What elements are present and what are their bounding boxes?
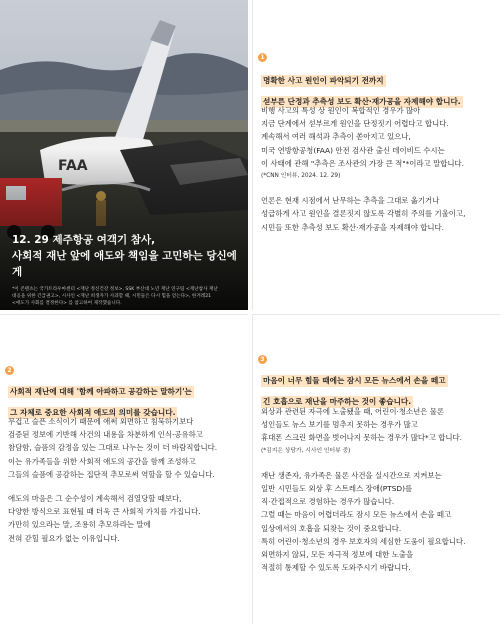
number-badge: 1 bbox=[258, 53, 267, 62]
source-citation: (*김지은 상담가, 시사인 인터뷰 중) bbox=[261, 447, 351, 454]
cover-title: 12. 29 제주항공 여객기 참사, bbox=[12, 234, 156, 246]
cover-panel bbox=[0, 0, 248, 310]
highlight-text: 사회적 재난에 대해 '함께 아파하고 공감하는 말하기'는 그 자체로 중요한 사회적 애도의 의미를 갖습니다. bbox=[10, 387, 192, 417]
number-badge: 2 bbox=[5, 366, 14, 375]
card-2 bbox=[0, 314, 248, 624]
card-3 bbox=[252, 314, 500, 624]
cover-source-note: *이 콘텐츠는 국가트라우마센터 <재난 정신건강 정보>, SSK 부산대 노년 재난 연구팀 <재난참사 재난 대응을 위한 긴급권고>, 시사인 <재난 희생자가 사과할 때, 시민들은 다시 힘을 얻는다>, 한겨레21 <애도가 사회를 결정한다> 를 참고하여 제작했습니다. bbox=[12, 287, 218, 306]
number-badge: 3 bbox=[258, 355, 267, 364]
source-citation: (*CNN 인터뷰, 2024. 12. 29) bbox=[261, 173, 341, 180]
highlight-text: 마음이 너무 힘들 때에는 잠시 모든 뉴스에서 손을 떼고 긴 호흡으로 재난을 마주하는 것이 좋습니다. bbox=[263, 376, 446, 406]
cover-text bbox=[12, 232, 238, 307]
body-text: 무겁고 슬픈 소식이기 때문에 애써 외면하고 침묵하기보다 검증된 정보에 기반해 사건의 내용을 차분하게 인식·공유하고 참담함, 슬픔의 감정을 있는 그대로 나누는 것이 더 바람직합니다. 이는 유가족들을 위한 사회적 애도의 공간을 함께 조성하고 그들의 슬픔에 공감하는 집단적 추모로써 역할을 할 수 있습니다. 애도의 마음은 그 순수성이 계속해서 검열당할 때보다, 다양한 방식으로 표현될 때 더욱 큰 사회적 가치를 가집니다. 가만히 있으라는 말, 조용히 추모하라는 말에 전혀 갇힐 필요가 없는 이유입니다. bbox=[8, 417, 218, 543]
card-1 bbox=[252, 0, 500, 310]
body-text: 외상과 관련된 자극에 노출됐을 때, 어린이·청소년은 물론 성인들도 뉴스 보기를 멈추지 못하는 경우가 많고 휴대폰 스크린 화면을 벗어나지 못하는 경우가 많다*고 합니다. (*김지은 상담가, 시사인 인터뷰 중) 재난 생존자, 유가족은 물론 사건을 실시간으로 지켜보는 일반 시민들도 외상 후 스트레스 장애(PTSD)를 직·간접적으로 경험하는 경우가 많습니다. 그럴 때는 마음이 어렵더라도 잠시 모든 뉴스에서 손을 떼고 일상에서의 호흡을 되찾는 것이 중요합니다. 특히 어린이·청소년의 경우 보호자의 세심한 도움이 필요합니다. 외면하지 않되, 모든 자극적 정보에 대한 노출을 적절히 통제할 수 있도록 도와주시기 바랍니다. bbox=[261, 405, 494, 574]
cover-subtitle: 사회적 재난 앞에 애도와 책임을 고민하는 당신에게 bbox=[12, 250, 237, 278]
body-text: 비행 사고의 특성 상 원인이 복합적인 경우가 많아 지금 단계에서 섣부르게 원인을 단정짓기 어렵다고 합니다. 계속해서 여러 해석과 추측이 쏟아지고 있으나, 미국 연방항공청(FAA) 안전 검사관 출신 데이비드 수시는 이 사태에 관해 "추측은 조사관의 가장 큰 적"*이라고 말합니다. (*CNN 인터뷰, 2024. 12. 29) 언론은 현재 시점에서 난무하는 추측을 그대로 옮기거나 성급하게 사고 원인을 결론짓지 않도록 각별히 주의를 기울이고, 시민들 또한 추측성 보도 확산·재가공을 자제해야 합니다. bbox=[261, 104, 494, 234]
highlight-text: 명확한 사고 원인이 파악되기 전까지 섣부른 단정과 추측성 보도 확산·재가공을 자제해야 합니다. bbox=[263, 76, 461, 106]
